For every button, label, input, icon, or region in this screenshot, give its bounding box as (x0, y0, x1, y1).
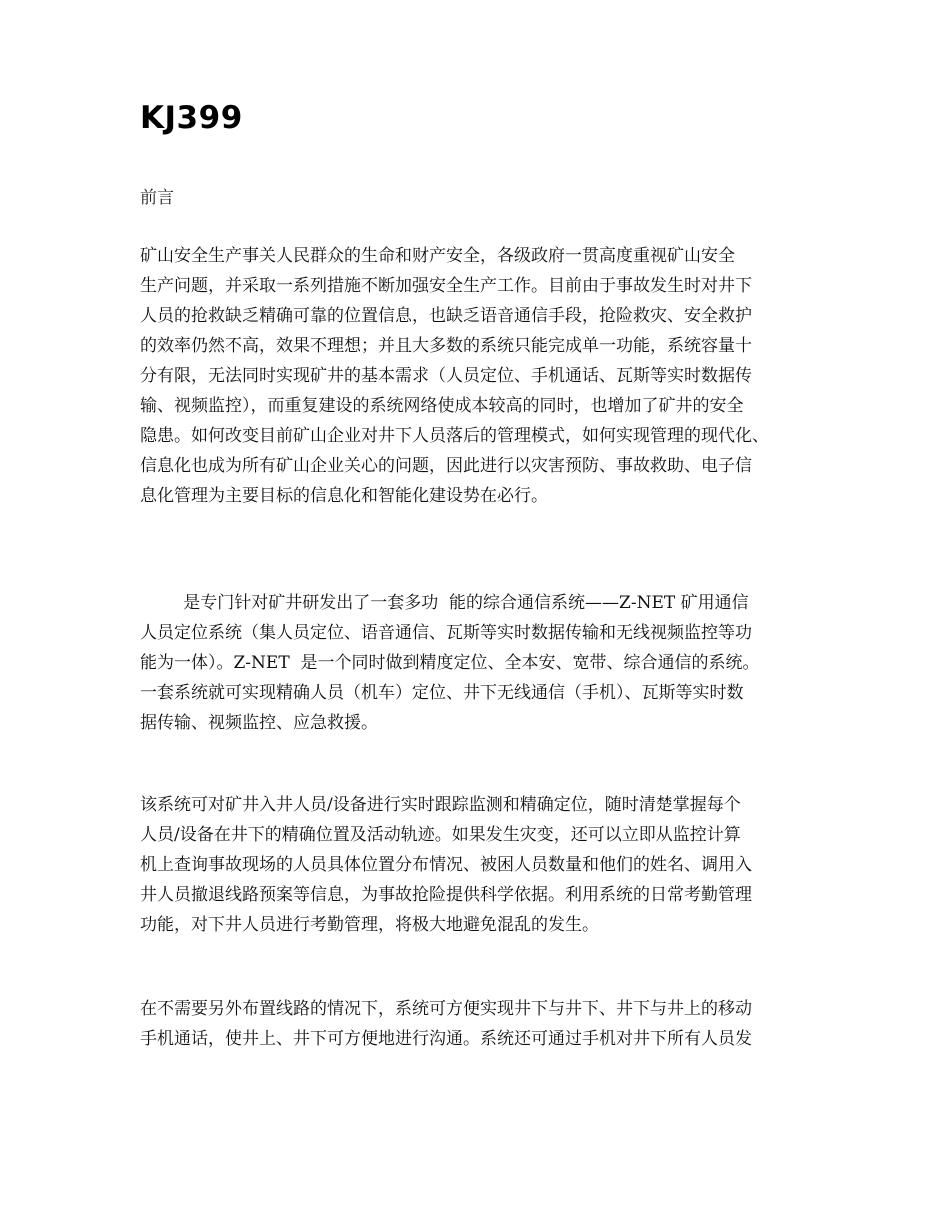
paragraph-line: 能为一体）。Z-NET 是一个同时做到精度定位、全本安、宽带、综合通信的系统。 (140, 653, 760, 673)
paragraph-line: 人员的抢救缺乏精确可靠的位置信息，也缺乏语音通信手段，抢险救灾、安全救护 (140, 306, 752, 326)
paragraph-tracking (140, 790, 830, 940)
paragraph-line: 是专门针对矿井研发出了一套多功 能的综合通信系统——Z-NET 矿用通信 (140, 593, 749, 613)
paragraph-line: 矿山安全生产事关人民群众的生命和财产安全，各级政府一贯高度重视矿山安全 (140, 246, 735, 266)
paragraph-line: 隐患。如何改变目前矿山企业对井下人员落后的管理模式，如何实现管理的现代化、 (140, 426, 769, 446)
paragraph-line: 该系统可对矿井入井人员/设备进行实时跟踪监测和精确定位，随时清楚掌握每个 (140, 795, 741, 815)
paragraph-line: 人员/设备在井下的精确位置及活动轨迹。如果发生灾变，还可以立即从监控计算 (140, 825, 741, 845)
paragraph-line: 信息化也成为所有矿山企业关心的问题，因此进行以灾害预防、事故救助、电子信 (140, 456, 752, 476)
paragraph-line: 分有限，无法同时实现矿井的基本需求（人员定位、手机通话、瓦斯等实时数据传 (140, 366, 752, 386)
paragraph-line: 生产问题，并采取一系列措施不断加强安全生产工作。目前由于事故发生时对井下 (140, 276, 752, 296)
paragraph-line: 人员定位系统（集人员定位、语音通信、瓦斯等实时数据传输和无线视频监控等功 (140, 623, 752, 643)
paragraph-line: 一套系统就可实现精确人员（机车）定位、井下无线通信（手机）、瓦斯等实时数 (140, 683, 744, 703)
paragraph-intro (140, 241, 830, 511)
paragraph-line: 井人员撤退线路预案等信息，为事故抢险提供科学依据。利用系统的日常考勤管理 (140, 885, 752, 905)
section-heading: 前言 (140, 188, 174, 208)
paragraph-line: 息化管理为主要目标的信息化和智能化建设势在必行。 (140, 486, 548, 506)
page-title: KJ399 (140, 100, 243, 136)
paragraph-line: 输、视频监控），而重复建设的系统网络使成本较高的同时，也增加了矿井的安全 (140, 396, 744, 416)
paragraph-line: 功能，对下井人员进行考勤管理，将极大地避免混乱的发生。 (140, 915, 599, 935)
paragraph-line: 手机通话，使井上、井下可方便地进行沟通。系统还可通过手机对井下所有人员发 (140, 1029, 752, 1049)
paragraph-system-overview (140, 588, 830, 738)
paragraph-line: 在不需要另外布置线路的情况下，系统可方便实现井下与井下、井下与井上的移动 (140, 999, 752, 1019)
paragraph-communication (140, 994, 830, 1054)
paragraph-line: 机上查询事故现场的人员具体位置分布情况、被困人员数量和他们的姓名、调用入 (140, 855, 752, 875)
paragraph-line: 的效率仍然不高，效果不理想；并且大多数的系统只能完成单一功能，系统容量十 (140, 336, 752, 356)
paragraph-line: 据传输、视频监控、应急救援。 (140, 713, 378, 733)
